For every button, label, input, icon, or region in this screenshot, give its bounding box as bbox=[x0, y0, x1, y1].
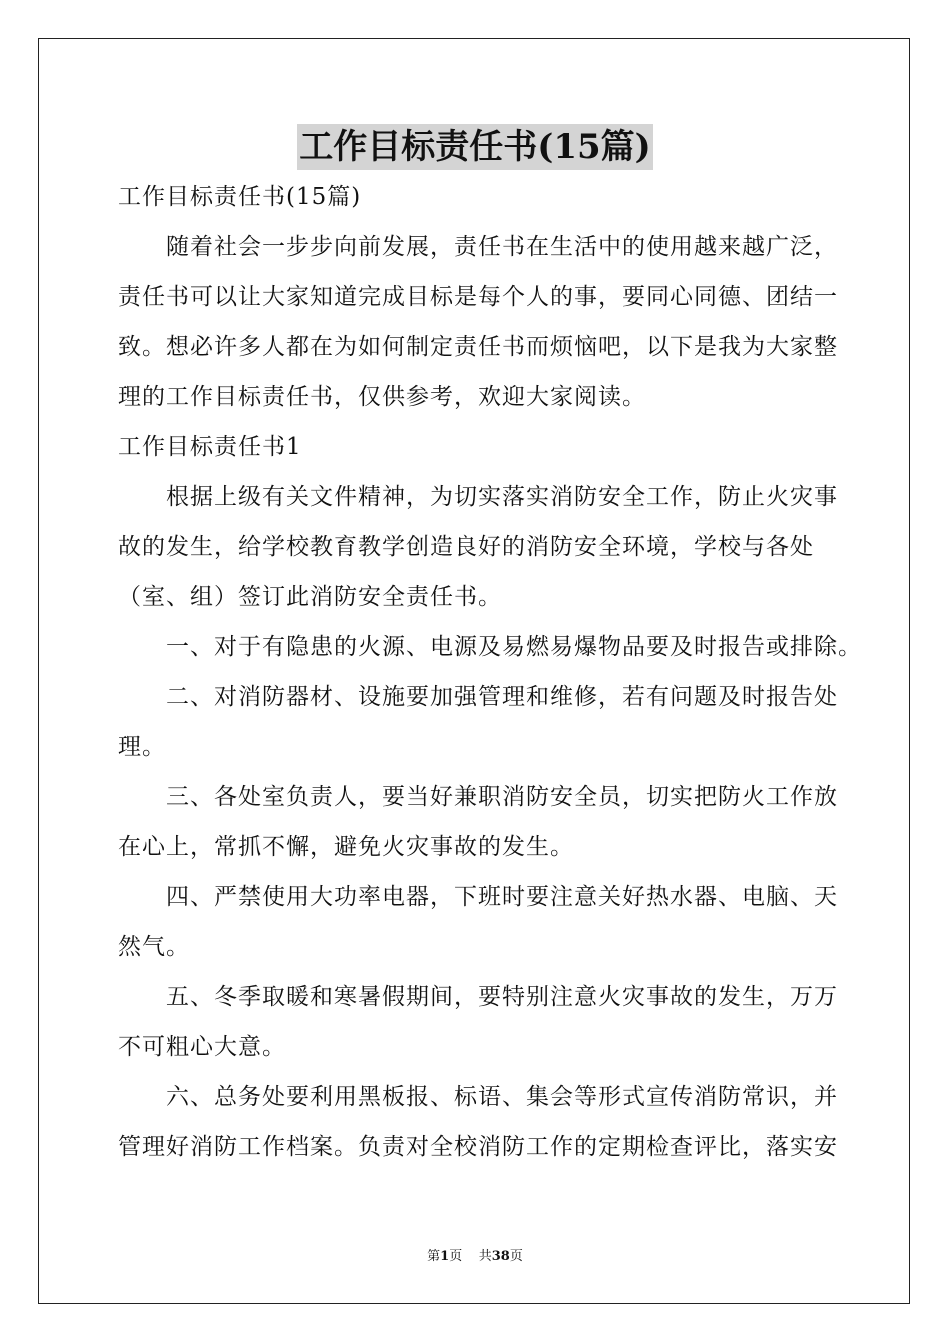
text-line: 然气。 bbox=[118, 934, 190, 960]
page-prefix: 第 bbox=[427, 1249, 441, 1264]
text-line: 在心上，常抓不懈，避免火灾事故的发生。 bbox=[118, 834, 574, 860]
document-title: 工作目标责任书(15篇) bbox=[297, 124, 653, 170]
text-line: 管理好消防工作档案。负责对全校消防工作的定期检查评比，落实安 bbox=[118, 1134, 838, 1160]
text-line: 五、冬季取暖和寒暑假期间，要特别注意火灾事故的发生，万万 bbox=[166, 984, 838, 1010]
document-body bbox=[118, 172, 862, 1172]
text-line: 工作目标责任书(15篇) bbox=[118, 184, 362, 210]
page-footer bbox=[0, 1245, 950, 1264]
text-line: 致。想必许多人都在为如何制定责任书而烦恼吧，以下是我为大家整 bbox=[118, 334, 838, 360]
text-line: 理。 bbox=[118, 734, 166, 760]
text-line: 四、严禁使用大功率电器，下班时要注意关好热水器、电脑、天 bbox=[166, 884, 838, 910]
text-line: 二、对消防器材、设施要加强管理和维修，若有问题及时报告处 bbox=[166, 684, 838, 710]
text-line: 一、对于有隐患的火源、电源及易燃易爆物品要及时报告或排除。 bbox=[166, 634, 862, 660]
total-prefix: 共 bbox=[478, 1249, 492, 1264]
page-suffix: 页 bbox=[449, 1249, 463, 1264]
text-line: （室、组）签订此消防安全责任书。 bbox=[118, 584, 502, 610]
text-line: 责任书可以让大家知道完成目标是每个人的事，要同心同德、团结一 bbox=[118, 284, 838, 310]
text-line: 工作目标责任书1 bbox=[118, 434, 302, 460]
text-line: 理的工作目标责任书，仅供参考，欢迎大家阅读。 bbox=[118, 384, 646, 410]
total-pages: 38 bbox=[491, 1249, 510, 1264]
text-line: 随着社会一步步向前发展，责任书在生活中的使用越来越广泛， bbox=[166, 234, 838, 260]
page-number: 1 bbox=[440, 1249, 450, 1264]
total-suffix: 页 bbox=[509, 1249, 523, 1264]
text-line: 故的发生，给学校教育教学创造良好的消防安全环境，学校与各处 bbox=[118, 534, 814, 560]
text-line: 不可粗心大意。 bbox=[118, 1034, 286, 1060]
text-line: 六、总务处要利用黑板报、标语、集会等形式宣传消防常识，并 bbox=[166, 1084, 838, 1110]
title-container bbox=[0, 124, 950, 170]
text-line: 根据上级有关文件精神，为切实落实消防安全工作，防止火灾事 bbox=[166, 484, 838, 510]
text-line: 三、各处室负责人，要当好兼职消防安全员，切实把防火工作放 bbox=[166, 784, 838, 810]
